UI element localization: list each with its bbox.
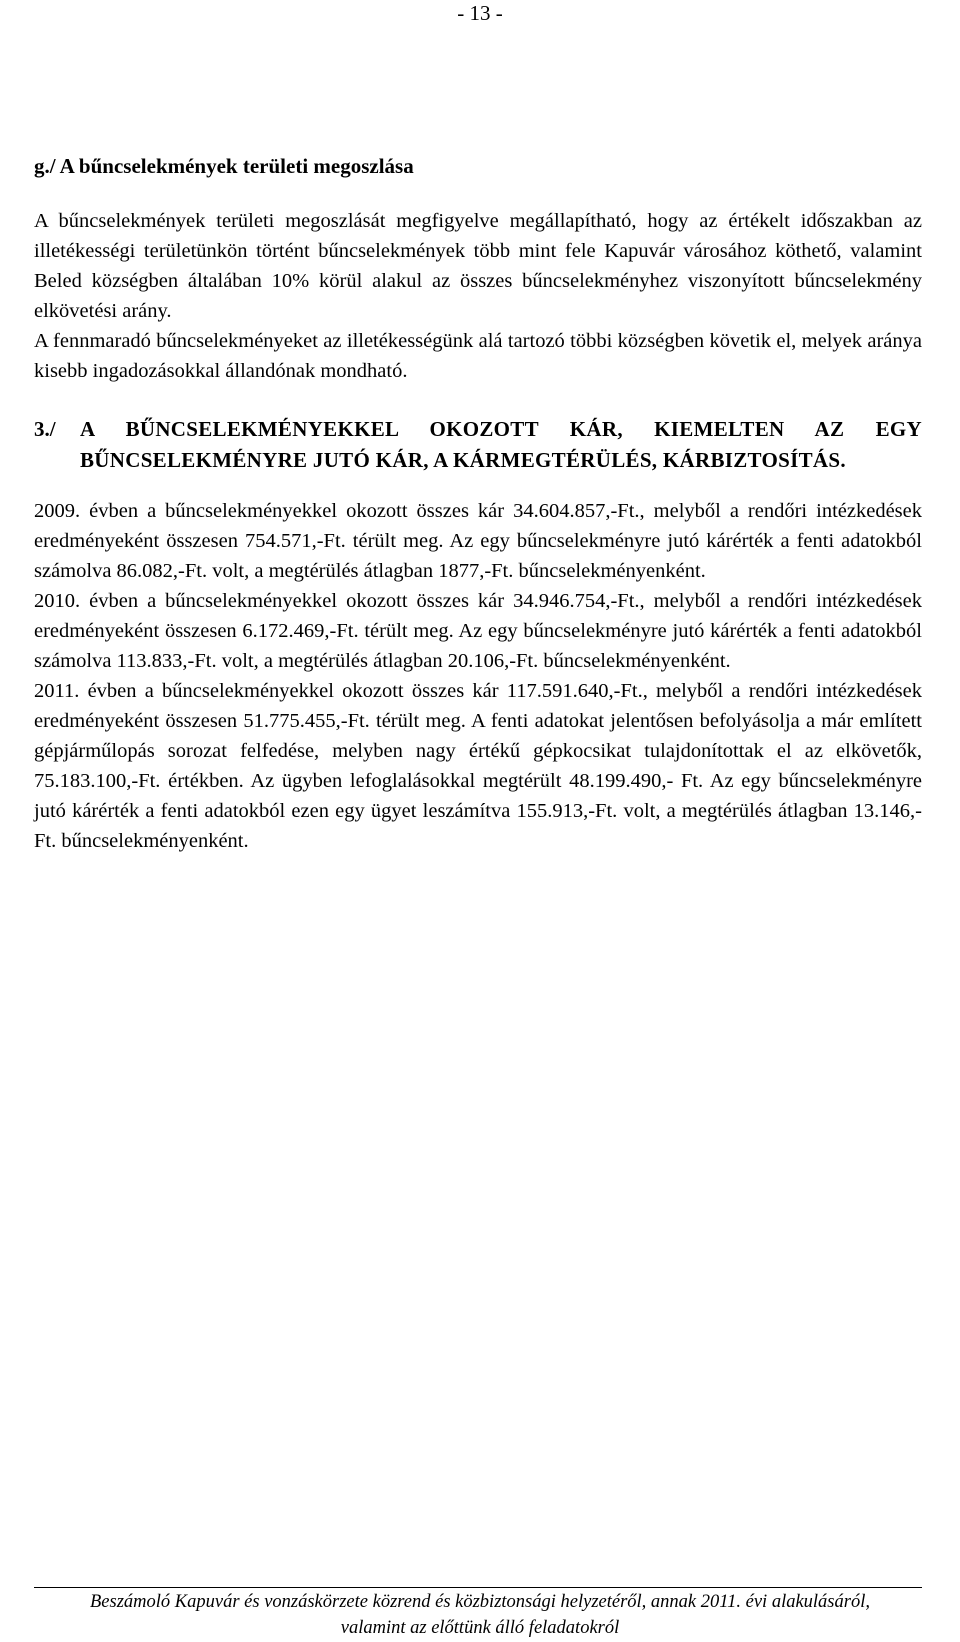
- document-body: [34, 152, 922, 856]
- section-3-paragraph-2011: 2011. évben a bűncselekményekkel okozott összes kár 117.591.640,-Ft., melyből a rendőri intézkedések eredményeként összesen 51.775.455,-Ft. térült meg. A fenti adatokat jelentősen befolyásolja a már említett gépjárműlopás sorozat felfedése, melyben nagy értékű gépkocsikat tulajdonítottak el az elkövetők, 75.183.100,-Ft. értékben. Az ügyben lefoglalásokkal megtérült 48.199.490,- Ft. Az egy bűncselekményre jutó kárérték a fenti adatokból ezen egy ügyet leszámítva 155.913,-Ft. volt, a megtérülés átlagban 13.146,-Ft. bűncselekményenként.: [34, 680, 922, 852]
- footer-divider: [34, 1587, 922, 1588]
- page-number: - 13 -: [457, 1, 503, 25]
- section-3-paragraph-2010: 2010. évben a bűncselekményekkel okozott összes kár 34.946.754,-Ft., melyből a rendőri intézkedések eredményeként összesen 6.172.469,-Ft. térült meg. Az egy bűncselekményre jutó kárérték a fenti adatokból számolva 113.833,-Ft. volt, a megtérülés átlagban 20.106,-Ft. bűncselekményenként.: [34, 590, 922, 672]
- footer-line-1: Beszámoló Kapuvár és vonzáskörzete közrend és közbiztonsági helyzetéről, annak 2011. évi alakulásáról,: [90, 1592, 870, 1612]
- section-3-paragraph-2009: 2009. évben a bűncselekményekkel okozott összes kár 34.604.857,-Ft., melyből a rendőri intézkedések eredményeként összesen 754.571,-Ft. térült meg. Az egy bűncselekményre jutó kárérték a fenti adatokból számolva 86.082,-Ft. volt, a megtérülés átlagban 1877,-Ft. bűncselekményenként.: [34, 500, 922, 582]
- footer: [0, 1589, 960, 1641]
- section-3-title: A BŰNCSELEKMÉNYEKKEL OKOZOTT KÁR, KIEMELTEN AZ EGY BŰNCSELEKMÉNYRE JUTÓ KÁR, A KÁRMEGTÉRÜLÉS, KÁRBIZTOSÍTÁS.: [80, 417, 922, 472]
- footer-line-2: valamint az előttünk álló feladatokról: [340, 1618, 620, 1638]
- section-3-heading: [34, 414, 922, 476]
- section-g-paragraph-1: A bűncselekmények területi megoszlását megfigyelve megállapítható, hogy az értékelt időszakban az illetékességi területünkön történt bűncselekmények több mint fele Kapuvár városához köthető, valamint Beled községben általában 10% körül alakul az összes bűncselekményhez viszonyított bűncselekmény elkövetési arány.: [34, 210, 922, 322]
- section-g-paragraph-2: A fennmaradó bűncselekményeket az illetékességünk alá tartozó többi községben követik el, melyek aránya kisebb ingadozásokkal állandónak mondható.: [34, 330, 922, 382]
- section-3-number: 3./: [34, 417, 56, 441]
- section-g-title: g./ A bűncselekmények területi megoszlása: [34, 154, 414, 178]
